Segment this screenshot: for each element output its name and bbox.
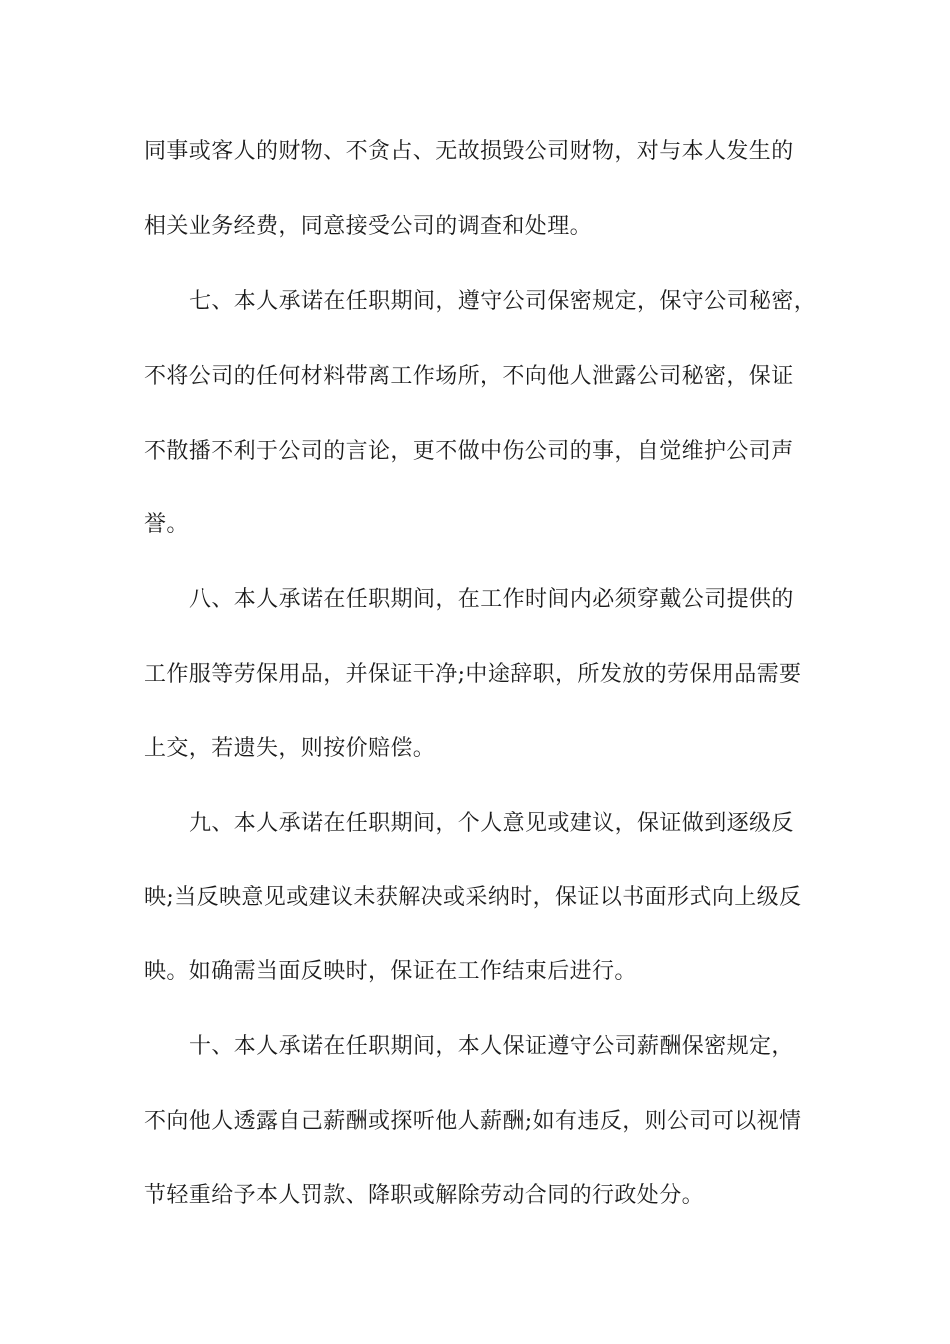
paragraph-6-line-2: 相关业务经费，同意接受公司的调查和处理。	[144, 214, 593, 239]
paragraph-8-line-3: 上交，若遗失，则按价赔偿。	[144, 736, 436, 761]
paragraph-9-line-1: 九、本人承诺在任职期间，个人意见或建议，保证做到逐级反	[189, 811, 794, 836]
paragraph-10-line-2: 不向他人透露自己薪酬或探听他人薪酬;如有违反，则公司可以视情	[144, 1109, 802, 1134]
paragraph-10-line-1: 十、本人承诺在任职期间，本人保证遵守公司薪酬保密规定，	[189, 1034, 794, 1059]
paragraph-7-line-3: 不散播不利于公司的言论，更不做中伤公司的事，自觉维护公司声	[144, 439, 794, 464]
paragraph-7-line-4: 誉。	[144, 512, 189, 537]
paragraph-6-line-1: 同事或客人的财物、不贪占、无故损毁公司财物，对与本人发生的	[144, 139, 794, 164]
paragraph-10-line-3: 节轻重给予本人罚款、降职或解除劳动合同的行政处分。	[144, 1183, 705, 1208]
paragraph-7-line-2: 不将公司的任何材料带离工作场所，不向他人泄露公司秘密，保证	[144, 364, 794, 389]
paragraph-9-line-2: 映;当反映意见或建议未获解决或采纳时，保证以书面形式向上级反	[144, 885, 802, 910]
paragraph-8-line-2: 工作服等劳保用品，并保证干净;中途辞职，所发放的劳保用品需要	[144, 662, 802, 687]
paragraph-8-line-1: 八、本人承诺在任职期间，在工作时间内必须穿戴公司提供的	[189, 587, 794, 612]
paragraph-7-line-1: 七、本人承诺在任职期间，遵守公司保密规定，保守公司秘密，	[189, 289, 817, 314]
paragraph-9-line-3: 映。如确需当面反映时，保证在工作结束后进行。	[144, 959, 637, 984]
